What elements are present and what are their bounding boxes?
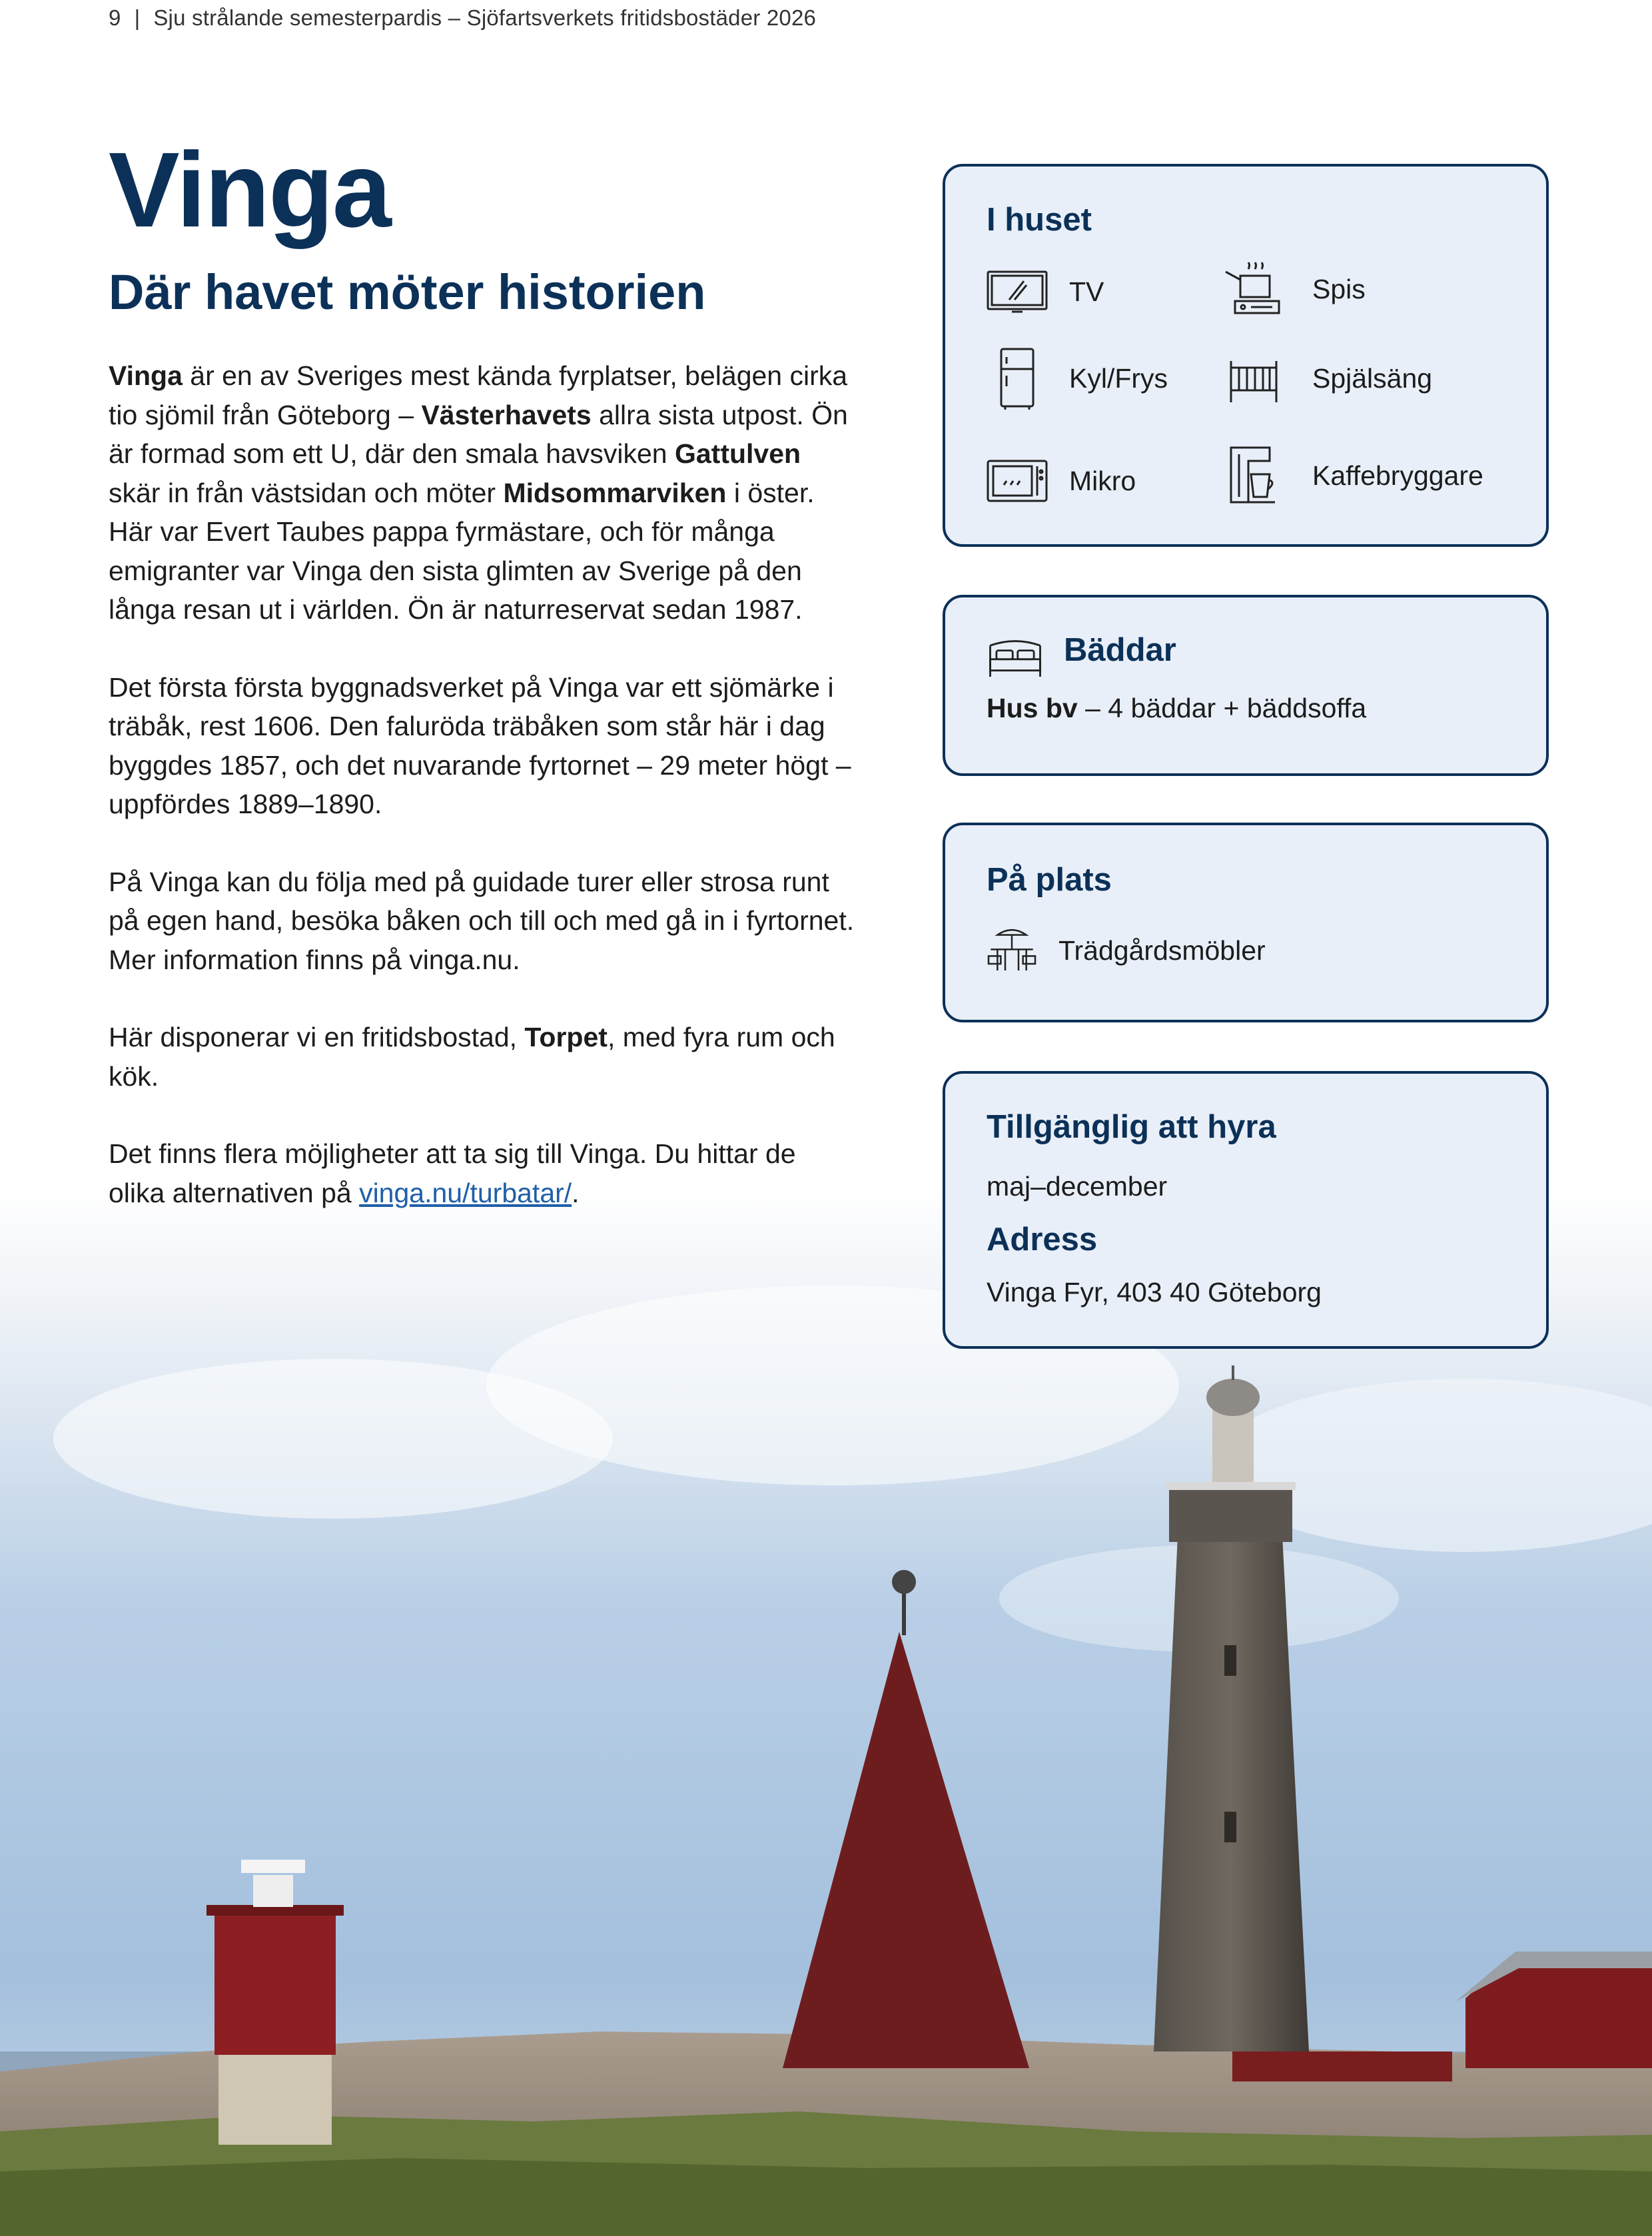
intro-text: allra sista utpost. Ön är formad som ett U, där den smala havsviken [109, 399, 848, 469]
beds-heading: Bäddar [1064, 632, 1176, 668]
fridge-icon [985, 346, 1049, 410]
crib-icon [1222, 346, 1286, 410]
card-on-site [943, 823, 1549, 1022]
lodging-name: Torpet [524, 1022, 608, 1052]
amenity-microwave-label: Mikro [1069, 465, 1136, 496]
amenity-fridge-label: Kyl/Frys [1069, 362, 1168, 394]
intro-bold-term: Västerhavets [421, 399, 592, 430]
travel-text-post: . [572, 1177, 580, 1208]
paragraph-travel [109, 1134, 855, 1212]
intro-bold-term: Vinga [109, 360, 183, 391]
lodging-text-pre: Här disponerar vi en fritidsbostad, [109, 1022, 525, 1052]
address-value: Vinga Fyr, 403 40 Göteborg [987, 1277, 1322, 1307]
turbatar-link[interactable]: vinga.nu/turbatar/ [359, 1177, 572, 1208]
paragraph-intro [109, 356, 855, 629]
amenity-stove-label: Spis [1312, 273, 1366, 304]
page-subtitle: Där havet möter historien [109, 264, 706, 320]
page-title: Vinga [109, 130, 390, 249]
on-site-garden-furniture [985, 924, 1266, 977]
beds-count: – 4 bäddar + bäddsoffa [1077, 693, 1367, 723]
paragraph-history: Det första första byggnadsverket på Vinga var ett sjömärke i träbåk, rest 1606. Den faluröda träbåken som står här i dag byggdes 1857, och det nuvarande fyrtornet – 29 meter högt – uppfördes 1889–1890. [109, 671, 851, 819]
address-heading: Adress [987, 1222, 1098, 1258]
body-text [109, 356, 855, 1251]
house-name: Hus bv [987, 693, 1078, 723]
on-site-heading: På plats [987, 862, 1112, 898]
paragraph-activities: På Vinga kan du följa med på guidade turer eller strosa runt på egen hand, besöka båken och till och med gå in i fyrtornet. Mer information finns på vinga.nu. [109, 866, 855, 975]
bed-icon [985, 627, 1045, 687]
coffee-maker-icon [1222, 444, 1286, 508]
page-number: 9 [109, 5, 121, 30]
in-house-heading: I huset [987, 202, 1092, 238]
amenity-crib-label: Spjälsäng [1312, 362, 1433, 394]
intro-bold-term: Midsommarviken [503, 477, 727, 508]
intro-text: i öster. Här var Evert Taubes pappa fyrmästare, och för många emigranter var Vinga den sista glimten av Sverige på den långa resan ut i världen. Ön är naturreservat sedan 1987. [109, 477, 815, 625]
tv-icon [985, 260, 1049, 324]
amenity-stove [1222, 257, 1366, 321]
running-header [109, 5, 816, 31]
card-beds [943, 595, 1549, 776]
intro-bold-term: Gattulven [674, 438, 801, 469]
amenity-crib [1222, 346, 1432, 410]
amenity-tv-label: TV [1069, 276, 1104, 307]
garden-furniture-label: Trädgårdsmöbler [1058, 934, 1266, 966]
paragraph-lodging [109, 1018, 855, 1096]
beds-line [987, 693, 1366, 724]
intro-text: är en av Sveriges mest kända fyrplatser, belägen cirka tio sjömil från Göteborg – [109, 360, 848, 430]
lodging-text-post: , med fyra rum och kök. [109, 1022, 835, 1092]
card-in-house [943, 164, 1549, 547]
intro-text: skär in från västsidan och möter [109, 477, 504, 508]
availability-heading: Tillgänglig att hyra [987, 1109, 1276, 1145]
garden-furniture-icon [985, 924, 1038, 977]
amenity-tv [985, 260, 1104, 324]
microwave-icon [985, 449, 1049, 513]
availability-period: maj–december [987, 1171, 1168, 1202]
amenity-microwave [985, 449, 1136, 513]
amenity-fridge [985, 346, 1168, 410]
card-availability [943, 1071, 1549, 1349]
stove-icon [1222, 257, 1286, 321]
travel-text-pre: Det finns flera möjligheter att ta sig till Vinga. Du hittar de olika alternativen på [109, 1138, 796, 1208]
header-separator: | [134, 5, 141, 30]
amenity-coffee-maker [1222, 444, 1483, 508]
running-title: Sju strålande semesterpardis – Sjöfartsverkets fritidsbostäder 2026 [153, 5, 817, 30]
amenity-coffee-maker-label: Kaffebryggare [1312, 460, 1483, 491]
